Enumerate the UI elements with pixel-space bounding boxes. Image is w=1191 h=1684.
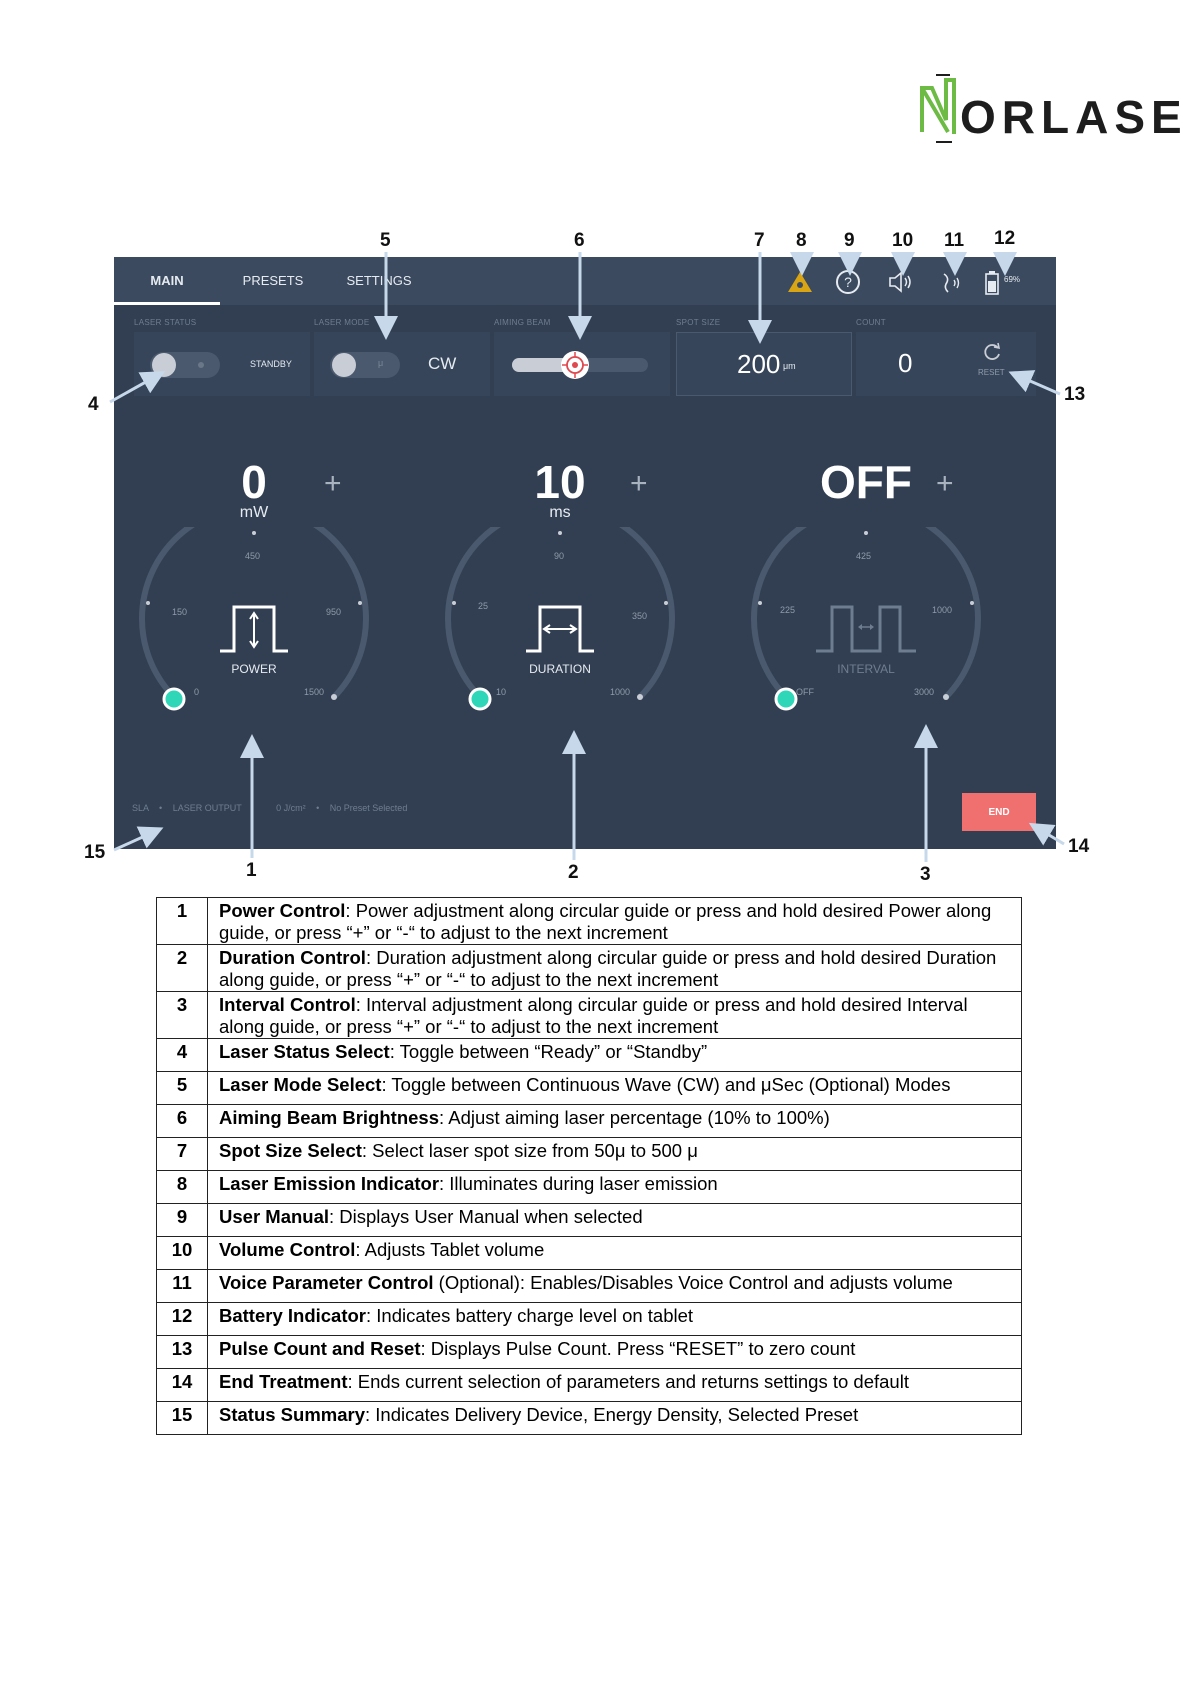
legend-title: Laser Emission Indicator bbox=[219, 1173, 440, 1194]
duration-unit: ms bbox=[549, 504, 571, 521]
callout-3: 3 bbox=[920, 864, 931, 885]
legend-title: Power Control bbox=[219, 900, 346, 921]
legend-description bbox=[208, 1402, 1022, 1435]
laser-status-value: STANDBY bbox=[250, 359, 292, 369]
legend-row bbox=[157, 1138, 1022, 1171]
tick-label: 1000 bbox=[610, 687, 631, 697]
voice-control-icon[interactable] bbox=[936, 268, 964, 296]
laser-status-label: LASER STATUS bbox=[134, 318, 197, 327]
legend-text: : Adjust aiming laser percentage (10% to 100%) bbox=[439, 1107, 830, 1128]
legend-title: Aiming Beam Brightness bbox=[219, 1107, 439, 1128]
legend-number: 14 bbox=[157, 1369, 208, 1402]
end-treatment-button[interactable]: END bbox=[962, 793, 1036, 831]
callout-15: 15 bbox=[84, 842, 106, 863]
tick-label: 25 bbox=[478, 601, 489, 611]
control-row bbox=[114, 305, 1056, 405]
tick-label: 150 bbox=[172, 607, 188, 617]
toggle-knob bbox=[332, 353, 356, 377]
selected-preset: No Preset Selected bbox=[329, 803, 408, 813]
callout-2: 2 bbox=[568, 862, 579, 883]
norlase-logo bbox=[918, 70, 1188, 150]
legend-title: Duration Control bbox=[219, 947, 366, 968]
tick-label: 10 bbox=[496, 687, 507, 697]
legend-text: : Adjusts Tablet volume bbox=[355, 1239, 545, 1260]
legend-table bbox=[156, 897, 1022, 1435]
delivery-device: SLA bbox=[132, 803, 149, 813]
legend-row bbox=[157, 1402, 1022, 1435]
reset-label[interactable]: RESET bbox=[978, 368, 1005, 377]
tick-label: 225 bbox=[780, 605, 796, 615]
tick-label: 0 bbox=[194, 687, 200, 697]
tab-settings[interactable]: SETTINGS bbox=[346, 273, 412, 288]
status-separator: • bbox=[316, 803, 320, 813]
callout-4: 4 bbox=[88, 394, 99, 415]
legend-text: : Select laser spot size from 50μ to 500 μ bbox=[361, 1140, 698, 1161]
legend-row bbox=[157, 1369, 1022, 1402]
spot-size-value: 200 bbox=[737, 349, 781, 379]
laser-status-control bbox=[134, 332, 310, 396]
legend-number: 11 bbox=[157, 1270, 208, 1303]
legend-number: 10 bbox=[157, 1237, 208, 1270]
legend-number: 9 bbox=[157, 1204, 208, 1237]
legend-title: User Manual bbox=[219, 1206, 330, 1227]
laser-mode-toggle[interactable] bbox=[330, 352, 400, 378]
laser-mode-label: LASER MODE bbox=[314, 318, 370, 327]
legend-title: Pulse Count and Reset bbox=[219, 1338, 421, 1359]
callout-8: 8 bbox=[796, 230, 807, 251]
count-label: COUNT bbox=[856, 318, 886, 327]
legend-row bbox=[157, 1204, 1022, 1237]
legend-row bbox=[157, 1171, 1022, 1204]
legend-text: (Optional): Enables/Disables Voice Control and adjusts volume bbox=[433, 1272, 953, 1293]
legend-text: : Indicates Delivery Device, Energy Density, Selected Preset bbox=[365, 1404, 859, 1425]
duration-dial-label: DURATION bbox=[529, 662, 591, 676]
legend-description bbox=[208, 898, 1022, 945]
power-plus-button[interactable]: + bbox=[324, 467, 342, 500]
power-dial-handle[interactable] bbox=[164, 689, 184, 709]
legend-title: Battery Indicator bbox=[219, 1305, 367, 1326]
legend-description bbox=[208, 1336, 1022, 1369]
legend-body bbox=[157, 898, 1022, 1435]
laser-output-label: LASER OUTPUT bbox=[172, 803, 242, 813]
legend-text: : Ends current selection of parameters and returns settings to default bbox=[347, 1371, 909, 1392]
callout-7: 7 bbox=[754, 230, 765, 251]
interval-dial-gauge[interactable] bbox=[746, 527, 986, 757]
spot-size-label: SPOT SIZE bbox=[676, 318, 721, 327]
tick-label: 1000 bbox=[932, 605, 953, 615]
legend-number: 12 bbox=[157, 1303, 208, 1336]
tick-label: 425 bbox=[856, 551, 872, 561]
legend-title: Interval Control bbox=[219, 994, 356, 1015]
tick-label: 1500 bbox=[304, 687, 325, 697]
tick-label: 350 bbox=[632, 611, 648, 621]
tick-label: 950 bbox=[326, 607, 342, 617]
legend-title: Voice Parameter Control bbox=[219, 1272, 434, 1293]
legend-number: 2 bbox=[157, 945, 208, 992]
spot-size-unit: μm bbox=[783, 361, 796, 371]
status-separator: • bbox=[159, 803, 163, 813]
callout-6: 6 bbox=[574, 230, 585, 251]
legend-row bbox=[157, 1105, 1022, 1138]
legend-number: 15 bbox=[157, 1402, 208, 1435]
duration-dial-handle[interactable] bbox=[470, 689, 490, 709]
aiming-beam-control bbox=[494, 332, 670, 396]
power-value: 0 bbox=[241, 456, 267, 508]
aiming-beam-label: AIMING BEAM bbox=[494, 318, 551, 327]
tick-label: 90 bbox=[554, 551, 565, 561]
pulse-count-control bbox=[856, 332, 1036, 396]
toggle-knob bbox=[152, 353, 176, 377]
legend-description bbox=[208, 1105, 1022, 1138]
pulse-count-value: 0 bbox=[898, 348, 913, 378]
legend-number: 13 bbox=[157, 1336, 208, 1369]
toggle-dot bbox=[198, 362, 204, 368]
svg-text:?: ? bbox=[844, 274, 852, 290]
legend-row bbox=[157, 1039, 1022, 1072]
tab-presets[interactable]: PRESETS bbox=[242, 273, 304, 288]
callout-1: 1 bbox=[246, 860, 257, 881]
duration-plus-button[interactable]: + bbox=[630, 467, 648, 500]
legend-title: Status Summary bbox=[219, 1404, 365, 1425]
legend-description bbox=[208, 992, 1022, 1039]
legend-number: 3 bbox=[157, 992, 208, 1039]
duration-dial-gauge[interactable] bbox=[440, 527, 680, 757]
legend-row bbox=[157, 1303, 1022, 1336]
reset-icon[interactable] bbox=[980, 340, 1004, 364]
legend-number: 6 bbox=[157, 1105, 208, 1138]
laser-mode-value: CW bbox=[428, 354, 457, 373]
legend-text: : Toggle between Continuous Wave (CW) and μSec (Optional) Modes bbox=[381, 1074, 951, 1095]
callout-10: 10 bbox=[892, 230, 914, 251]
interval-dial-handle[interactable] bbox=[776, 689, 796, 709]
legend-text: : Power adjustment along circular guide or press and hold desired Power along guide, or press “+” or “-“ to adjust to the next increment bbox=[219, 900, 992, 943]
volume-icon[interactable] bbox=[886, 268, 914, 296]
energy-density: 0 J/cm² bbox=[276, 803, 306, 813]
legend-number: 1 bbox=[157, 898, 208, 945]
legend-title: Laser Mode Select bbox=[219, 1074, 382, 1095]
legend-description bbox=[208, 1138, 1022, 1171]
help-user-manual-icon[interactable] bbox=[834, 268, 862, 296]
legend-row bbox=[157, 1270, 1022, 1303]
callout-12: 12 bbox=[994, 228, 1016, 249]
status-summary bbox=[132, 803, 407, 813]
legend-text: : Interval adjustment along circular guide or press and hold desired Interval along guide, or press “+” or “-“ to adjust to the next increment bbox=[219, 994, 968, 1037]
legend-row bbox=[157, 898, 1022, 945]
legend-title: Laser Status Select bbox=[219, 1041, 390, 1062]
spot-size-control[interactable] bbox=[676, 332, 852, 396]
legend-title: Spot Size Select bbox=[219, 1140, 362, 1161]
legend-description bbox=[208, 1039, 1022, 1072]
duration-value: 10 bbox=[534, 456, 586, 508]
callout-5: 5 bbox=[380, 230, 391, 251]
tick-label: 450 bbox=[245, 551, 261, 561]
legend-row bbox=[157, 945, 1022, 992]
callout-11: 11 bbox=[944, 230, 965, 251]
top-navigation-bar bbox=[114, 257, 1056, 305]
legend-number: 4 bbox=[157, 1039, 208, 1072]
legend-description bbox=[208, 1171, 1022, 1204]
legend-description bbox=[208, 1303, 1022, 1336]
legend-row bbox=[157, 1237, 1022, 1270]
legend-description bbox=[208, 1237, 1022, 1270]
interval-plus-button[interactable]: + bbox=[936, 467, 954, 500]
legend-title: Volume Control bbox=[219, 1239, 356, 1260]
battery-percent: 69% bbox=[1004, 275, 1021, 284]
power-dial-label: POWER bbox=[231, 662, 277, 676]
legend-text: : Displays User Manual when selected bbox=[329, 1206, 643, 1227]
callout-14: 14 bbox=[1068, 836, 1090, 857]
legend-text: : Duration adjustment along circular guide or press and hold desired Duration along guide, or press “+” or “-“ to adjust to the next increment bbox=[219, 947, 997, 990]
legend-description bbox=[208, 1369, 1022, 1402]
legend-number: 7 bbox=[157, 1138, 208, 1171]
callout-9: 9 bbox=[844, 230, 855, 251]
legend-number: 8 bbox=[157, 1171, 208, 1204]
legend-title: End Treatment bbox=[219, 1371, 348, 1392]
legend-text: : Indicates battery charge level on tablet bbox=[366, 1305, 694, 1326]
power-dial-gauge[interactable] bbox=[134, 527, 374, 757]
tab-main[interactable]: MAIN bbox=[114, 257, 220, 305]
legend-description bbox=[208, 945, 1022, 992]
legend-text: : Toggle between “Ready” or “Standby” bbox=[389, 1041, 708, 1062]
legend-row bbox=[157, 1336, 1022, 1369]
tick-label: 3000 bbox=[914, 687, 935, 697]
interval-dial-label: INTERVAL bbox=[837, 662, 895, 676]
interval-value: OFF bbox=[820, 456, 912, 508]
device-screen bbox=[114, 257, 1056, 849]
laser-mode-control bbox=[314, 332, 490, 396]
aiming-beam-target-icon[interactable] bbox=[560, 350, 590, 380]
logo-wordmark: ORLASE bbox=[960, 91, 1188, 143]
callout-13: 13 bbox=[1064, 384, 1086, 405]
legend-row bbox=[157, 992, 1022, 1039]
legend-text: : Illuminates during laser emission bbox=[439, 1173, 718, 1194]
laser-emission-indicator-icon bbox=[786, 268, 814, 296]
battery-icon bbox=[984, 268, 1000, 296]
power-unit: mW bbox=[239, 504, 269, 521]
mode-alt-label: μ bbox=[378, 358, 384, 368]
laser-status-toggle[interactable] bbox=[150, 352, 220, 378]
legend-number: 5 bbox=[157, 1072, 208, 1105]
legend-row bbox=[157, 1072, 1022, 1105]
legend-description bbox=[208, 1204, 1022, 1237]
legend-description bbox=[208, 1072, 1022, 1105]
tick-label: OFF bbox=[796, 687, 814, 697]
legend-description bbox=[208, 1270, 1022, 1303]
legend-text: : Displays Pulse Count. Press “RESET” to zero count bbox=[420, 1338, 856, 1359]
